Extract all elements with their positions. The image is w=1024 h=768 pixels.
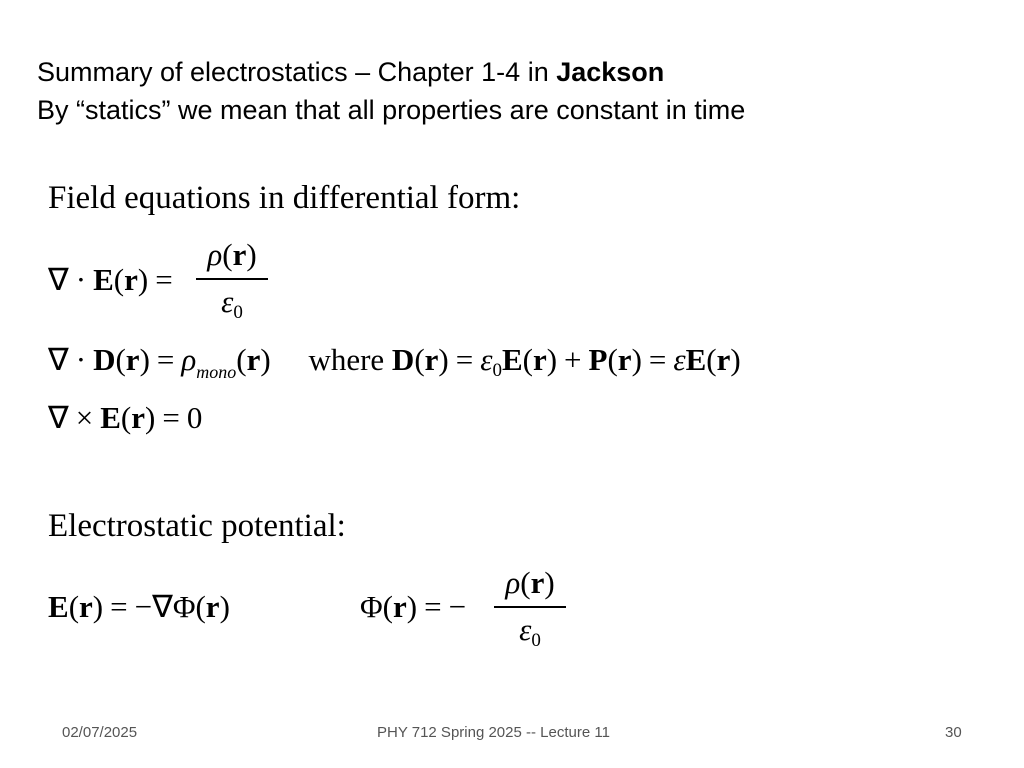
title-line-1-text: Summary of electrostatics – Chapter 1-4 in [37,57,557,87]
title-line-1 [37,53,745,91]
page-number: 30 [945,724,962,741]
potential-gradient-equation: E(r) = −∇Φ(r) [48,589,230,624]
gauss-law-fraction: ρ(r) $\varepsilon_0$ [196,238,268,319]
field-equations-heading: Field equations in differential form: [48,180,521,216]
footer-date: 02/07/2025 [62,724,138,741]
footer-course: PHY 712 Spring 2025 -- Lecture 11 [377,724,610,741]
potential-fraction: ρ(r) $\varepsilon_0$ [494,566,566,647]
displacement-equation: ∇ · $D(r) = \rho_{mono}(r)$ where $D(r) = \varepsilon_0E(r) + P(r) = \varepsilon E(r)$ [48,342,741,382]
slide-title [37,53,745,129]
curl-equation: ∇ × E(r) = 0 [48,400,203,435]
gauss-law-equation: ∇ · E(r) = [48,262,173,297]
title-line-2: By “statics” we mean that all properties are constant in time [37,95,746,125]
potential-equation: Φ(r) = − [360,589,467,624]
title-jackson: Jackson [556,57,665,87]
potential-heading: Electrostatic potential: [48,508,346,544]
